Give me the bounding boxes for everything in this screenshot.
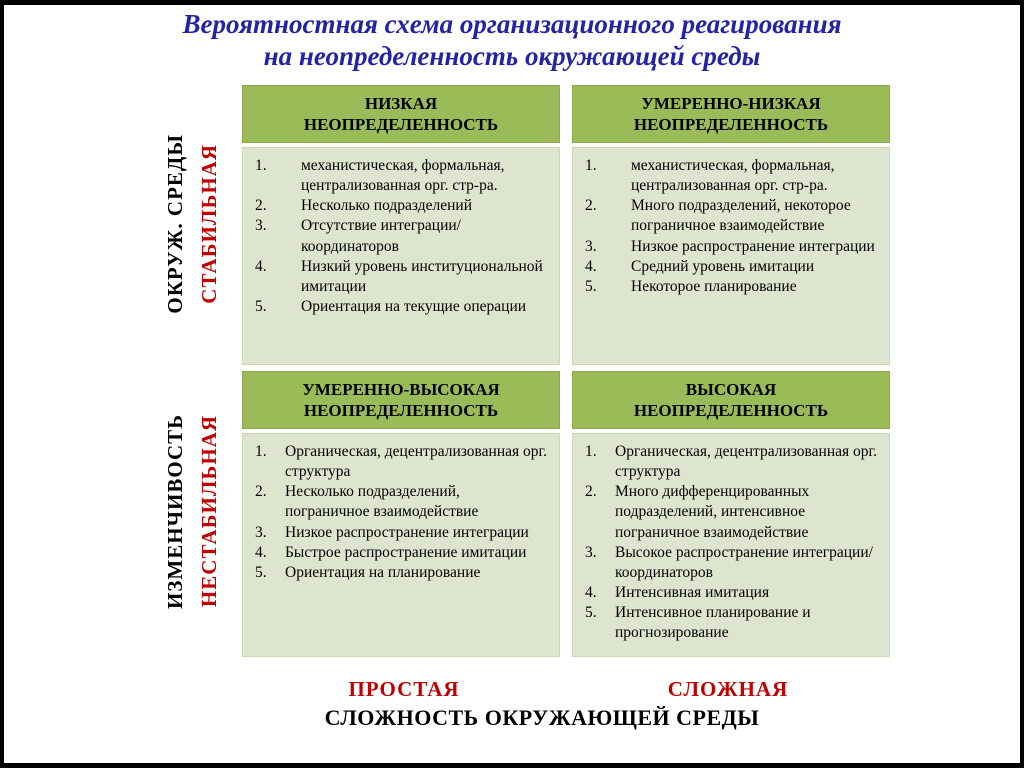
quadrant-moderately-low-uncertainty — [572, 85, 890, 365]
slide-title-line2: на неопределенность окружающей среды — [263, 40, 761, 71]
list-item: Низкий уровень институциональной имитации — [301, 257, 543, 295]
quadrant-title-line2: НЕОПРЕДЕЛЕННОСТЬ — [303, 115, 499, 134]
y-axis-value-unstable: НЕСТАБИЛЬНАЯ — [196, 414, 221, 608]
quadrant-item-list — [255, 442, 547, 583]
list-item: Ориентация на планирование — [285, 563, 481, 581]
slide-title-line1: Вероятностная схема организационного реагирования — [182, 9, 842, 39]
slide-title — [4, 9, 1020, 73]
x-axis-values — [242, 677, 890, 702]
list-item: механистическая, формальная, централизованная орг. стр-ра. — [631, 157, 835, 195]
list-item: Органическая, децентрализованная орг. структура — [615, 443, 877, 481]
quadrant-item-list — [255, 156, 547, 317]
quadrant-title-line1: НИЗКАЯ — [364, 93, 438, 113]
list-item: Средний уровень имитации — [631, 257, 815, 275]
quadrant-header-high — [572, 371, 890, 429]
list-item: Много подразделений, некоторое пограничное взаимодействие — [631, 197, 851, 235]
quadrant-body-moderately-high — [242, 433, 560, 657]
y-axis-label-variability: ИЗМЕНЧИВОСТЬ — [162, 413, 187, 609]
quadrant-item-list — [585, 156, 877, 297]
quadrant-title-line2: НЕОПРЕДЕЛЕННОСТЬ — [633, 401, 829, 420]
quadrant-header-moderately-high — [242, 371, 560, 429]
quadrant-body-moderately-low — [572, 147, 890, 365]
list-item: Некоторое планирование — [631, 277, 797, 295]
y-axis-bottom-group — [146, 369, 238, 653]
y-axis-label-environment: ОКРУЖ. СРЕДЫ — [162, 134, 187, 314]
list-item: Низкое распространение интеграции — [285, 523, 529, 541]
quadrant-moderately-high-uncertainty — [242, 371, 560, 657]
list-item: Отсутствие интеграции/координаторов — [301, 217, 461, 255]
quadrant-body-high — [572, 433, 890, 657]
quadrant-header-moderately-low — [572, 85, 890, 143]
quadrant-title-line1: ВЫСОКАЯ — [685, 379, 777, 399]
x-axis-label: СЛОЖНОСТЬ ОКРУЖАЮЩЕЙ СРЕДЫ — [324, 705, 760, 730]
list-item: Высокое распространение интеграции/координаторов — [615, 543, 873, 581]
quadrant-title-line1: УМЕРЕННО-НИЗКАЯ — [641, 93, 821, 113]
quadrant-header-low — [242, 85, 560, 143]
quadrant-item-list — [585, 442, 877, 643]
quadrant-title-line2: НЕОПРЕДЕЛЕННОСТЬ — [633, 115, 829, 134]
list-item: Быстрое распространение имитации — [285, 543, 527, 561]
list-item: Интенсивная имитация — [615, 583, 770, 601]
quadrant-title-line1: УМЕРЕННО-ВЫСОКАЯ — [302, 379, 500, 399]
x-axis-value-complex: СЛОЖНАЯ — [667, 677, 789, 701]
quadrant-high-uncertainty — [572, 371, 890, 657]
list-item: Много дифференцированных подразделений, интенсивное пограничное взаимодействие — [615, 483, 810, 541]
quadrant-body-low — [242, 147, 560, 365]
list-item: Ориентация на текущие операции — [301, 297, 527, 315]
y-axis-top-group — [146, 85, 238, 363]
list-item: Интенсивное планирование и прогнозирование — [615, 604, 811, 642]
list-item: Несколько подразделений, пограничное взаимодействие — [285, 483, 479, 521]
y-axis-value-stable: СТАБИЛЬНАЯ — [196, 144, 221, 304]
list-item: Низкое распространение интеграции — [631, 237, 875, 255]
list-item: Несколько подразделений — [301, 197, 473, 215]
list-item: механистическая, формальная, централизованная орг. стр-ра. — [301, 157, 505, 195]
quadrant-title-line2: НЕОПРЕДЕЛЕННОСТЬ — [303, 401, 499, 420]
list-item: Органическая, децентрализованная орг. структура — [285, 443, 547, 481]
quadrant-low-uncertainty — [242, 85, 560, 365]
x-axis-value-simple: ПРОСТАЯ — [348, 677, 460, 701]
